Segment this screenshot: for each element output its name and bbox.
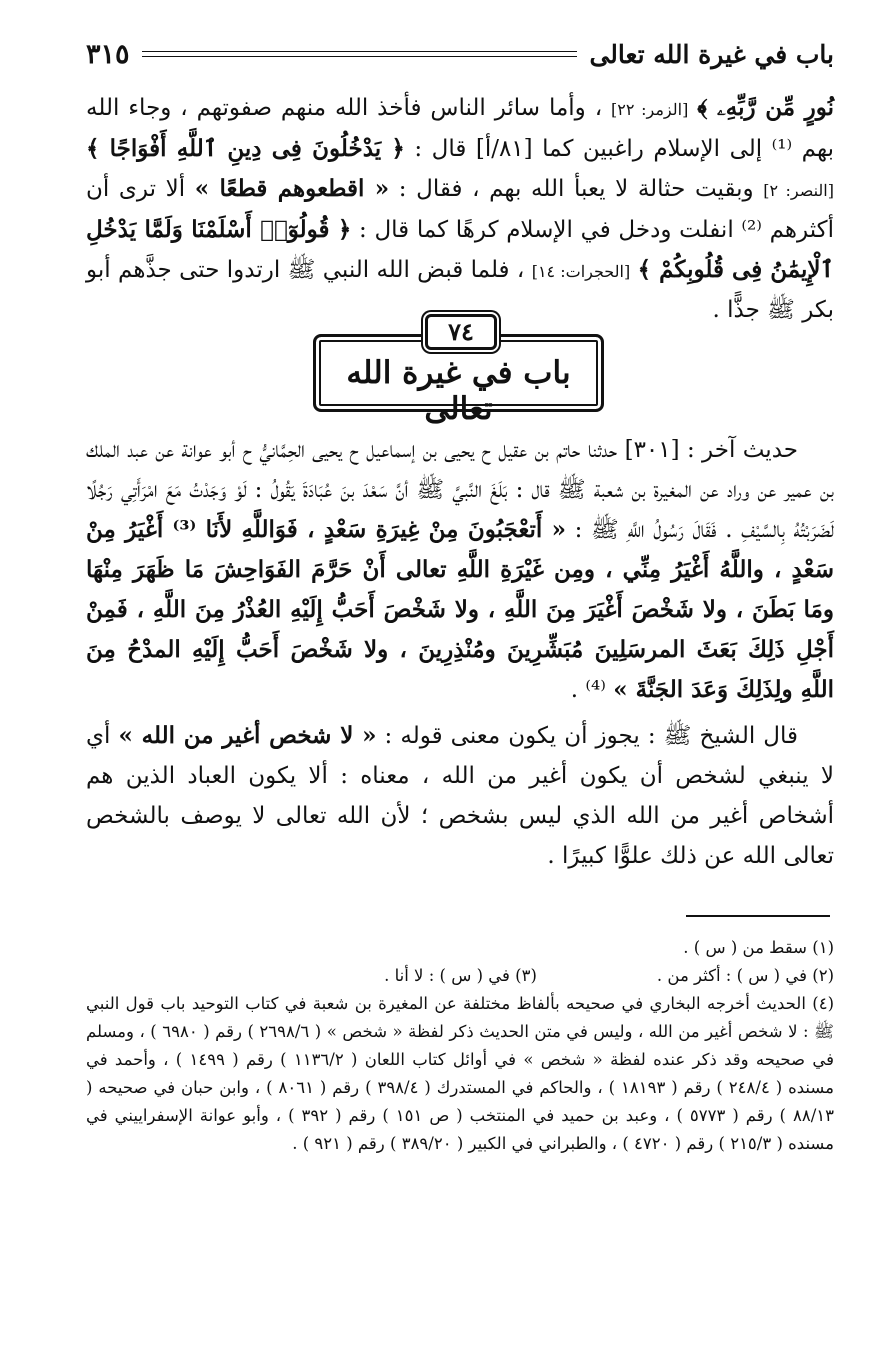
running-title: باب في غيرة الله تعالى: [589, 39, 834, 69]
footnote-1: (١) سقط من ( س ) .: [683, 938, 834, 957]
footnote-4: (٤) الحديث أخرجه البخاري في صحيحه بألفاظ مختلفة عن المغيرة بن شعبة في كتاب التوحيد باب قول النبي ﷺ : لا شخص أغير من الله ، وليس في متن الحديث ذكر لفظة « شخص » ( ٢٦٩٨/٦ ) رقم ( ٦٩٨٠ ) ، ومسلم في صحيحه وقد ذكر عنده لفظة « شخص » في أوائل كتاب اللعان ( ١١٣٦/٢ ) رقم ( ١٤٩٩ ) ، وأحمد في مسنده ( ٢٤٨/٤ ) رقم ( ١٨١٩٣ ) ، والحاكم في المستدرك ( ٣٩٨/٤ ) رقم ( ٨٠٦١ ) ، وابن حبان في صحيحه ( ٨٨/١٣ ) رقم ( ٥٧٧٣ ) ، وعبد بن حميد في المنتخب ( ص ١٥١ ) رقم ( ٣٩٢ ) ، وأبو عوانة الإسفراييني في مسنده ( ٢١٥/٣ ) رقم ( ٤٧٢٠ ) ، والطبراني في الكبير ( ٣٨٩/٢٠ ) رقم ( ٩٢١ ) .: [86, 994, 834, 1153]
footnote-rule: [686, 915, 830, 917]
bold-quote: « لا شخص أغير من الله »: [118, 722, 377, 749]
citation-zumar: [الزمر: ٢٢]: [611, 100, 689, 119]
footnote-3: (٣) في ( س ) : لا أنا .: [384, 966, 537, 985]
footnotes: [86, 934, 834, 1158]
page-number: ٣١٥: [86, 38, 130, 70]
text-segment: ألا ترى أن أكثرهم ⁽²⁾ انفلت ودخل في الإسلام كرهًا كما قال :: [86, 176, 834, 243]
header-rule: [142, 51, 578, 57]
text-segment: حديث آخر : [٣٠١] حدثنا حاتم بن عقيل ح يحيى بن إسماعيل ح يحيى الحِمَّانيُّ ح أبو عوانة عن عبد الملك بن عمير عن وراد عن المغيرة بن شعبة ﷺ قال : بَلَغَ النَّبيَّ ﷺ أنَّ سَعْدَ بنَ عُبَادَةَ يَقُولُ : لَوْ وَجَدْتُ مَعَ امْرَأَتِي رَجُلًا لَضَرَبْتُهُ بِالسَّيْفِ . فَقَالَ رَسُولُ اللَّهِ ﷺ :: [86, 437, 834, 543]
text-segment: وبقيت حثالة لا يعبأ الله بهم ، فقال :: [398, 176, 754, 202]
citation-nasr: [النصر: ٢]: [763, 181, 834, 200]
quran-verse-end: نُورٍ مِّن رَّبِّهِۦ ﴾: [697, 94, 835, 121]
hadith-quote: « أَتعْجَبُونَ مِنْ غِيرَةِ سَعْدٍ ، فَوَاللَّهِ لأَنَا ⁽³⁾ أَغْيَرُ مِنْ سَعْدٍ ، واللَّهُ أَغْيَرُ مِنِّي ، ومِن غَيْرَةِ اللَّهِ تعالى أَنْ حَرَّمَ الفَوَاحِشَ مَا ظَهَرَ مِنْهَا ومَا بَطَنَ ، ولا شَخْصَ أَغْيَرَ مِنَ اللَّهِ ، ولا شَخْصَ أَحَبُّ إِلَيْهِ العُذْرُ مِنَ اللَّهِ ، فَمِنْ أَجْلِ ذَلِكَ بَعَثَ المرسَلِينَ مُبَشِّرِينَ ومُنْذِرِينَ ، ولا شَخْصَ أَحَبُّ إِلَيْهِ المدْحُ مِنَ اللَّهِ ولِذَلِكَ وَعَدَ الجَنَّةَ »: [86, 516, 834, 703]
bold-quote: « اقطعوهم قطعًا »: [194, 175, 390, 202]
commentary-paragraph: [86, 716, 834, 876]
citation-hujurat: [الحجرات: ١٤]: [531, 262, 631, 281]
chapter-number: ٧٤: [425, 314, 497, 350]
running-header: [86, 34, 834, 74]
quran-verse: ﴿ قُولُوٓا۟ أَسْلَمْنَا وَلَمَّا يَدْخُلِ ٱلْإِيمَٰنُ فِى قُلُوبِكُمْ ﴾: [86, 216, 835, 283]
text-segment: قال الشيخ ﷺ : يجوز أن يكون معنى قوله :: [384, 723, 799, 749]
hadith-paragraph: [86, 430, 834, 710]
chapter-heading: [313, 312, 604, 427]
chapter-title: باب في غيرة الله تعالى: [346, 355, 571, 427]
footnote-2: (٢) في ( س ) : أكثر من .: [656, 966, 834, 985]
quran-verse: ﴿ يَدْخُلُونَ فِى دِينِ ٱللَّهِ أَفْوَاجًا ﴾: [86, 135, 405, 162]
paragraph-1: [86, 88, 834, 330]
top-paragraph: [86, 88, 834, 330]
text-segment: أي لا ينبغي لشخص أن يكون أغير من الله ، معناه : ألا يكون العباد الذين هم أشخاص أغير من الله الذي ليس بشخص ؛ لأن الله تعالى لا يوصف بالشخص تعالى الله عن ذلك علوًّا كبيرًا .: [86, 723, 834, 869]
footnote-row: [86, 962, 834, 990]
footnote-ref: ⁽⁴⁾ .: [570, 677, 606, 703]
text-segment: ، فلما قبض الله النبي ﷺ ارتدوا حتى جذَّهم أبو بكر ﷺ جذًّا .: [86, 257, 834, 323]
text-segment: ، وأما سائر الناس فأخذ الله منهم صفوتهم ، وجاء الله بهم ⁽¹⁾ إلى الإسلام راغبين كما [٨١/أ] قال :: [86, 95, 834, 162]
main-text: [86, 430, 834, 882]
